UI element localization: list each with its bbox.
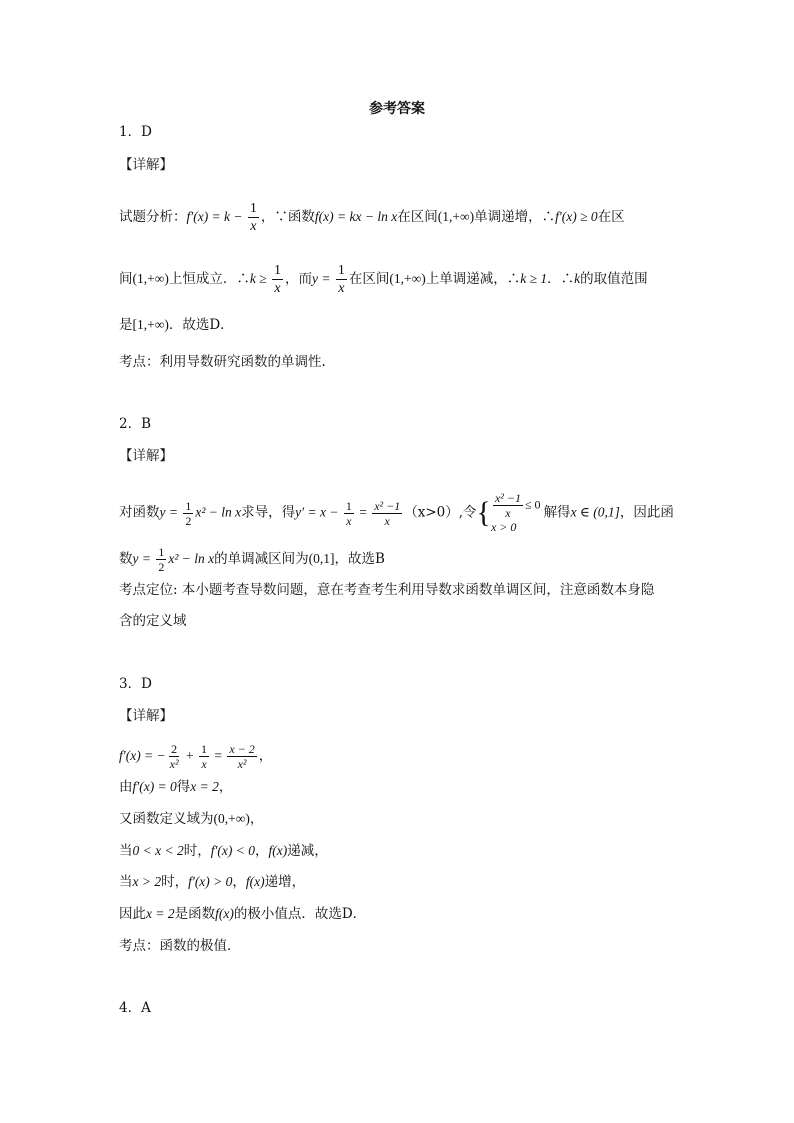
fraction: $\frac{x - 2}{\text{x²}}$ — [229, 742, 255, 771]
q3-line-4: 当0 < x < 2时，f′(x) < 0，f(x)递减， — [119, 843, 328, 859]
q3-line-3: 又函数定义域为(0,+∞)， — [119, 811, 264, 827]
fraction: $\frac{2}{\text{x²}}$ — [169, 742, 179, 771]
fraction: $\frac{1}{x}$ — [337, 263, 345, 296]
fraction: $\frac{\text{x² −1}}{x}$ — [494, 491, 521, 520]
fraction: $\frac{1}{x}$ — [249, 201, 257, 234]
q2-key-point-2: 含的定义域 — [119, 613, 187, 629]
fraction: $\frac{1}{x}$ — [200, 742, 207, 771]
q4-answer: 4．A — [119, 1000, 151, 1016]
q1-answer: 1．D — [119, 124, 152, 140]
q3-line-5: 当x > 2时，f′(x) > 0，f(x)递增， — [119, 874, 306, 890]
q2-detail-heading: 【详解】 — [119, 448, 173, 464]
q3-line-6: 因此x = 2是函数f(x)的极小值点．故选D． — [119, 906, 367, 922]
left-brace: { — [476, 496, 491, 529]
q1-detail-heading: 【详解】 — [119, 157, 173, 173]
q3-key-point: 考点：函数的极值． — [119, 938, 241, 954]
q1-line-3: 是[1,+∞)．故选D． — [119, 317, 234, 333]
q1-line-1: 试题分析：f′(x) = k − $\frac{1}{x}$ ，∵函数f(x) = kx − ln x在区间(1,+∞)单调递增，∴f′(x) ≥ 0在区 — [119, 201, 625, 234]
fraction: $\frac{1}{2}$ — [158, 545, 165, 574]
inequality-system: $\frac{\text{x² −1}}{x}$ ≤ 0 x > 0 — [490, 491, 541, 534]
page-title: 参考答案 — [369, 101, 425, 117]
q3-detail-heading: 【详解】 — [119, 708, 173, 724]
q2-line-1: 对函数y = $\frac{1}{2}$ x² − ln x求导，得y′ = x − $\frac{1}{x}$ = $\frac{\text{x² −1}}{x}$ （x>0）,令{ $\frac{\text{x² −1}}{x}$ ≤ 0 x > 0 解得x ∈ (0,1]，因此函 — [119, 491, 674, 534]
q2-answer: 2．B — [119, 416, 152, 432]
q3-line-1: f′(x) = − $\frac{2}{\text{x²}}$ + $\frac{1}{x}$ = $\frac{x - 2}{\text{x²}}$ ， — [119, 742, 273, 771]
fraction: $\frac{1}{x}$ — [345, 498, 352, 528]
fraction: $\frac{\text{x² −1}}{x}$ — [374, 498, 401, 528]
q1-key-point: 考点：利用导数研究函数的单调性. — [119, 354, 326, 370]
q3-line-2: 由f′(x) = 0得x = 2， — [119, 779, 233, 795]
fraction: $\frac{1}{x}$ — [274, 263, 282, 296]
q2-key-point-1: 考点定位: 本小题考查导数问题，意在考查考生利用导数求函数单调区间，注意函数本身隐 — [119, 582, 655, 598]
q2-line-2: 数y = $\frac{1}{2}$ x² − ln x的单调减区间为(0,1]，故选B — [119, 545, 385, 574]
q1-line-2: 间(1,+∞)上恒成立．∴k ≥ $\frac{1}{x}$ ，而y = $\frac{1}{x}$ 在区间(1,+∞)上单调递减，∴k ≥ 1．∴k的取值范围 — [119, 263, 648, 296]
q3-answer: 3．D — [119, 676, 152, 692]
fraction: $\frac{1}{2}$ — [185, 498, 192, 528]
